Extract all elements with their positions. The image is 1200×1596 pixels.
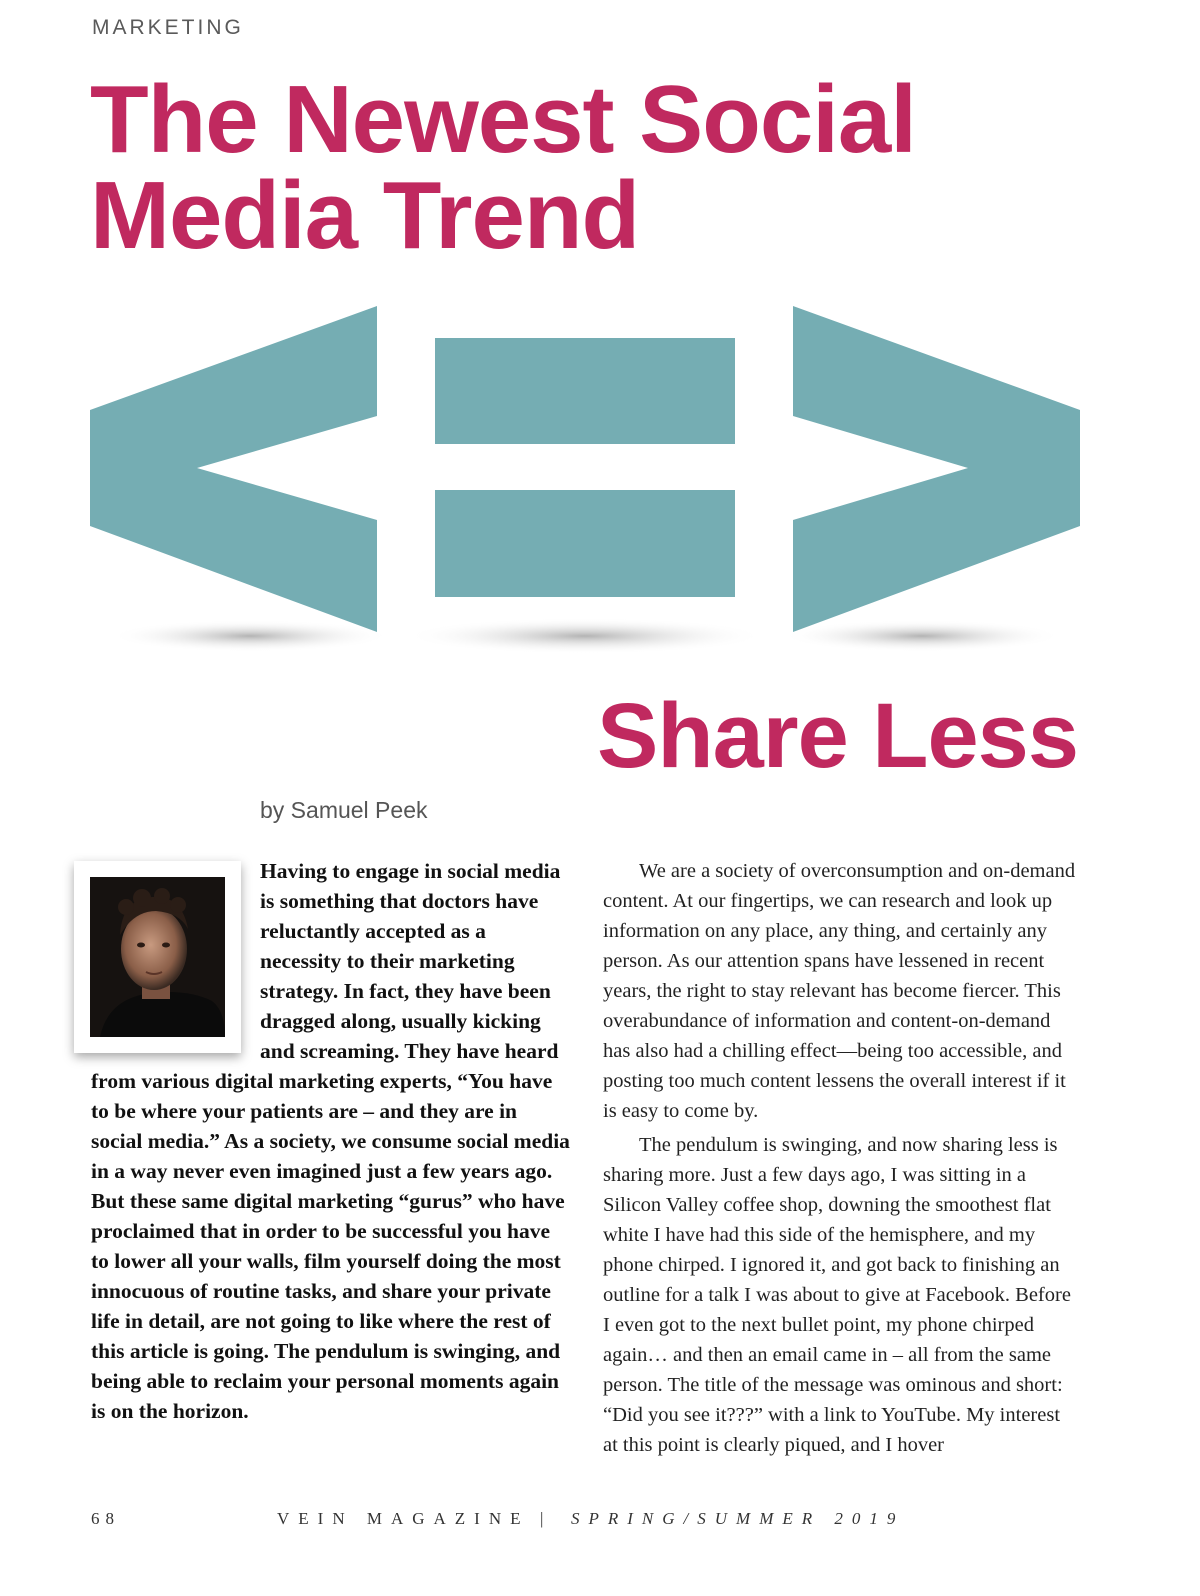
shadow-center [405, 618, 765, 654]
photo-wrap-space [91, 856, 260, 1066]
byline: by Samuel Peek [260, 797, 428, 823]
section-label: MARKETING [92, 16, 244, 39]
intro-text: Having to engage in social media is something that doctors have reluctantly accepted as a necessity to their marketing strategy. In fact, they have been dragged along, usually kicking and screaming. They have heard from various digital marketing experts, “You have to be where your patients are – and they are in social media.” As a society, we consume social media in a way never even imagined just a few years ago. But these same digital marketing “gurus” who have proclaimed that in order to be successful you have to lower all your walls, film yourself doing the most innocuous of routine tasks, and share your private life in detail, are not going to like where the rest of this article is going. The pendulum is swinging, and being able to reclaim your personal moments again is on the horizon. [91, 859, 570, 1423]
title-line-2: Media Trend [90, 162, 640, 269]
body-paragraph-2: The pendulum is swinging, and now sharing less is sharing more. Just a few days ago, I was sitting in a Silicon Valley coffee shop, downing the smoothest flat white I have had this side of the hemisphere, and my phone chirped. I ignored it, and got back to finishing an outline for a talk I was about to give at Facebook. Before I even got to the next bullet point, my phone chirped again… and then an email came in – all from the same person. The title of the message was ominous and short: “Did you see it???” with a link to YouTube. My interest at this point is clearly piqued, and I hover [603, 1134, 1071, 1456]
page-number: 68 [91, 1509, 120, 1528]
equal-bar-bottom [435, 490, 735, 597]
magazine-name: VEIN MAGAZINE [277, 1509, 530, 1528]
shadow-left [110, 620, 390, 652]
article-subtitle: Share Less [597, 685, 1078, 787]
body-paragraph-1: We are a society of overconsumption and on-demand content. At our fingertips, we can research and look up information on any place, any thing, and certainly any person. As our attention spans have lessened in recent years, the right to stay relevant has become fiercer. This overabundance of information and content-on-demand has also had a chilling effect—being too accessible, and posting too much content lessens the overall interest if it is easy to come by. [603, 860, 1076, 1122]
not-equal-brackets-icon [90, 300, 1080, 670]
left-angle-bracket [90, 306, 377, 632]
article-body-column [603, 856, 1078, 1464]
right-angle-bracket [793, 306, 1080, 632]
page-footer [0, 1509, 1200, 1533]
footer-separator: | [540, 1509, 544, 1528]
equal-bar-top [435, 338, 735, 444]
issue-date: SPRING/SUMMER 2019 [571, 1509, 905, 1528]
article-intro [91, 856, 571, 1426]
title-line-1: The Newest Social [90, 66, 916, 173]
shadow-right [782, 620, 1062, 652]
article-title [90, 66, 1150, 269]
